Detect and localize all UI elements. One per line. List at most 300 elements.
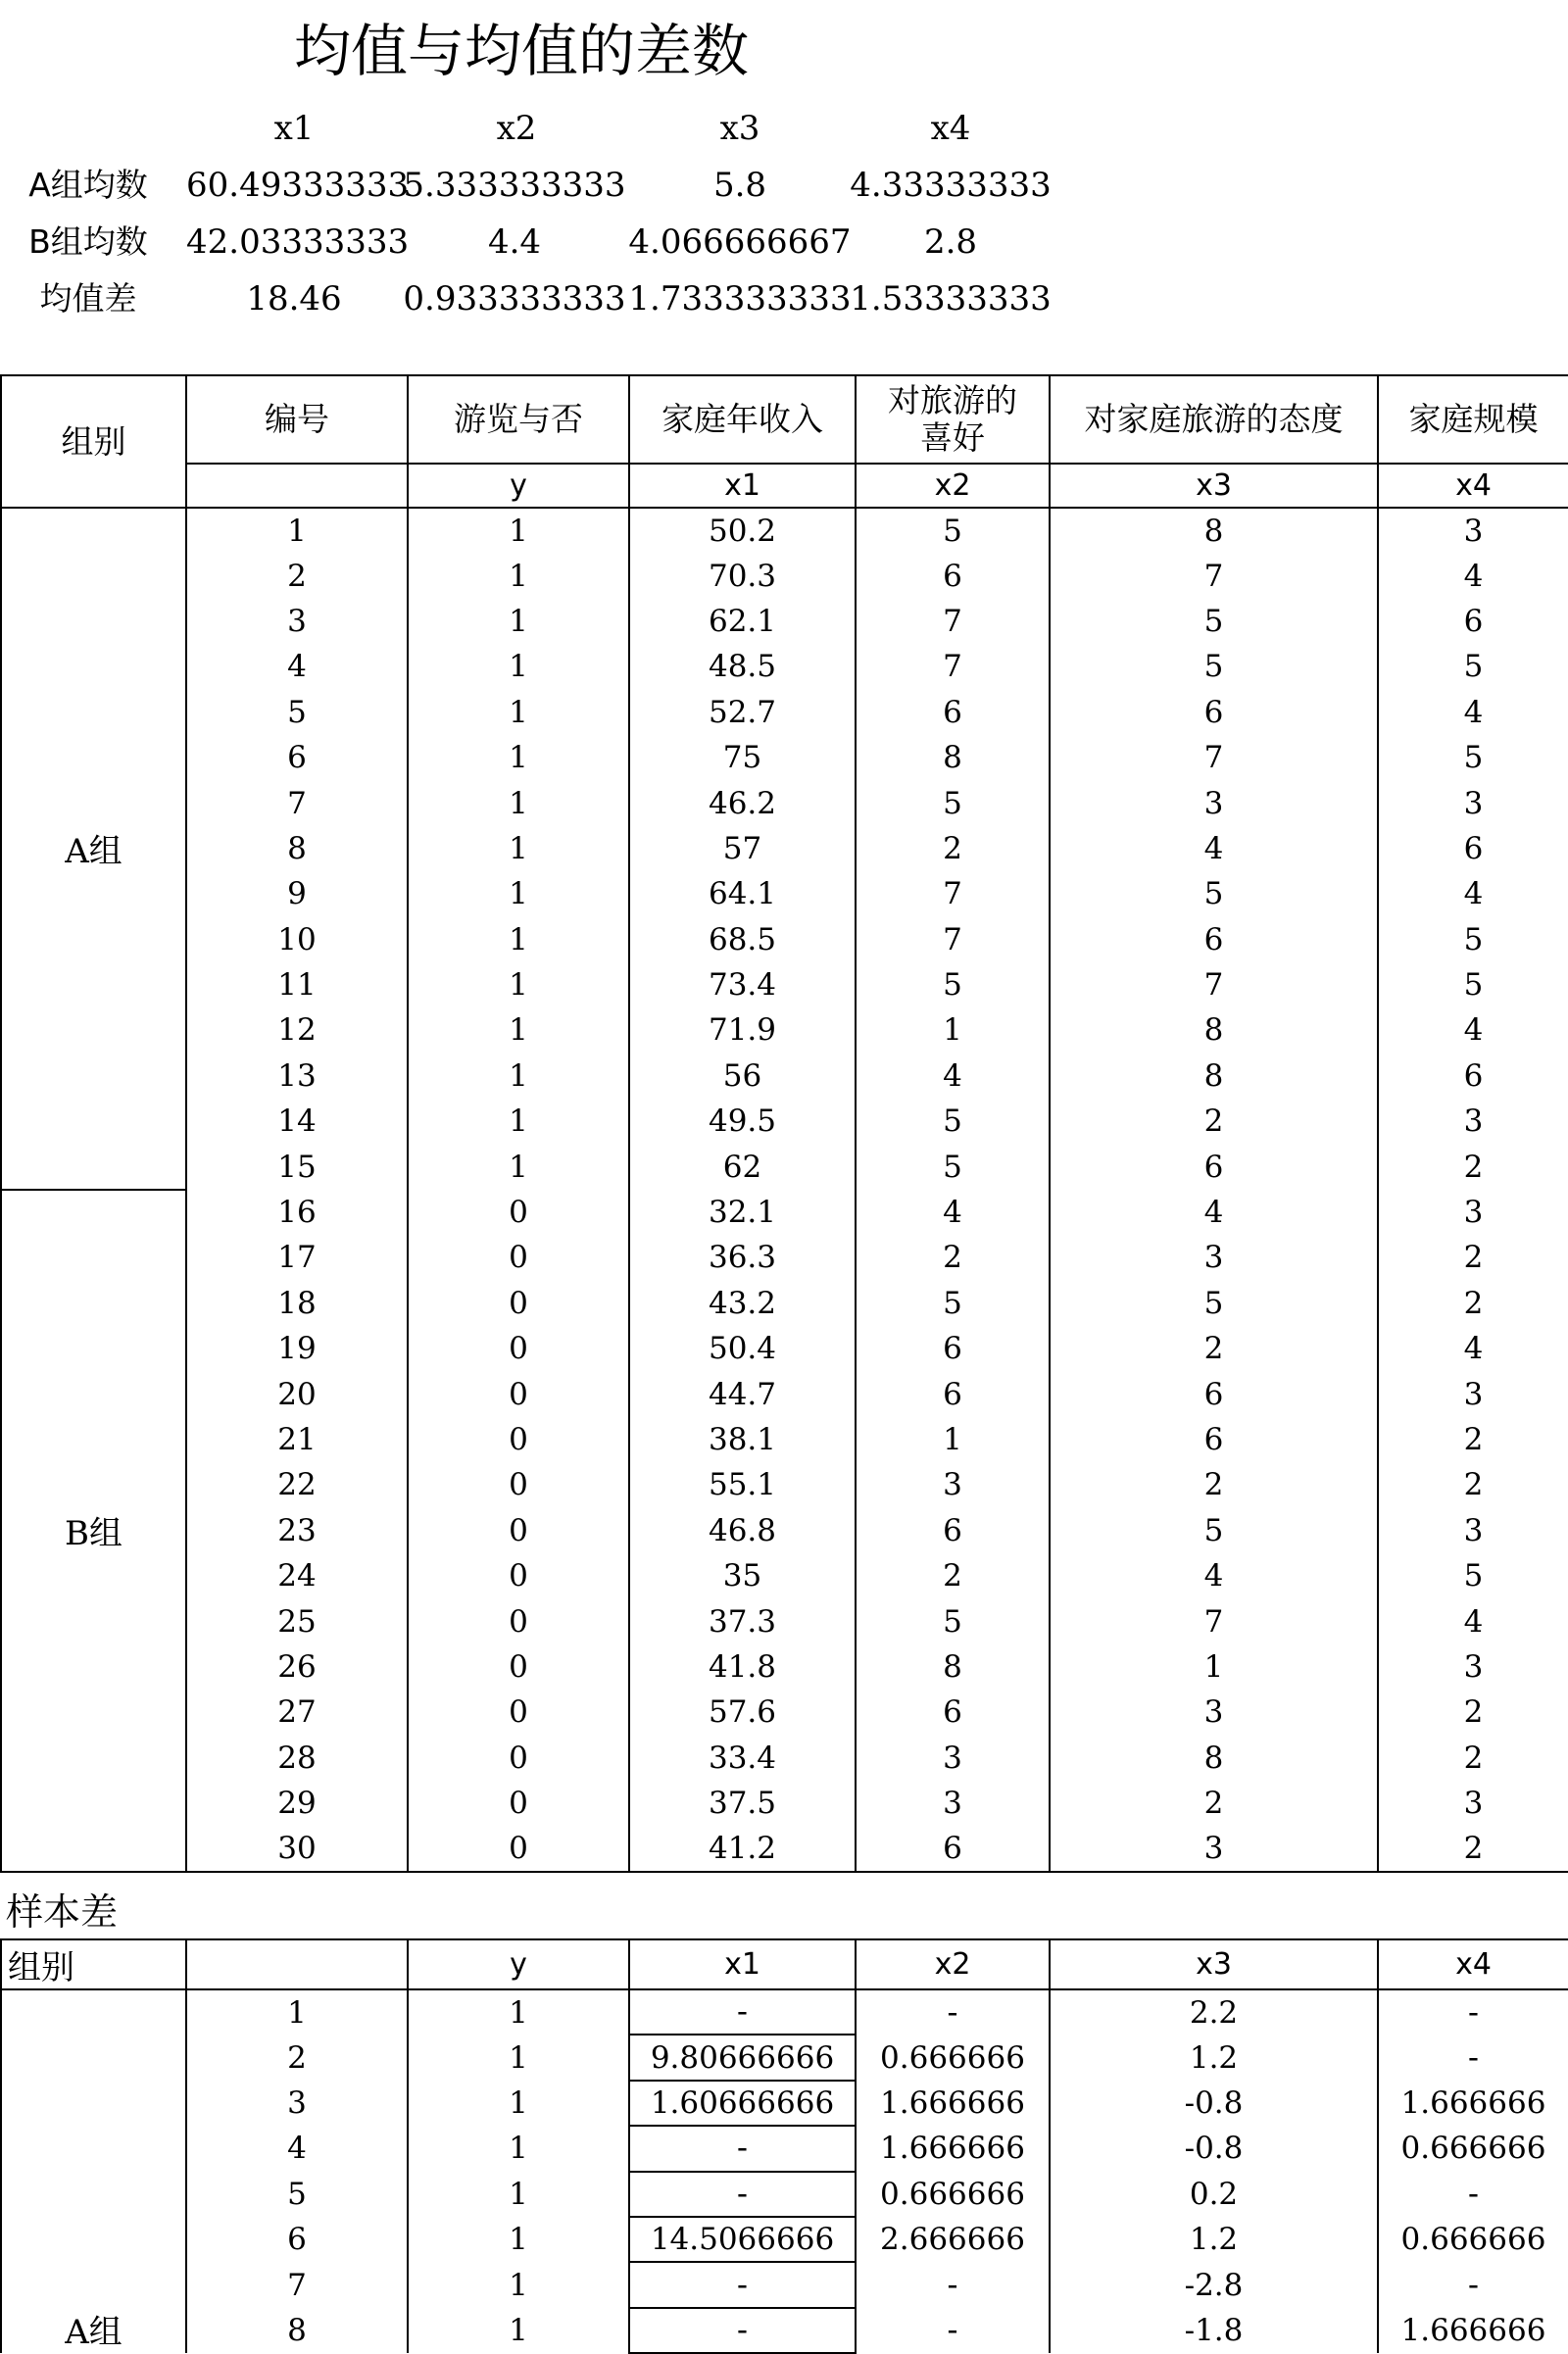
- table-cell: 7: [186, 2262, 408, 2307]
- stats-row-label: B组均数: [28, 222, 148, 261]
- table-cell: 1: [408, 2308, 629, 2353]
- table-cell: 1: [408, 553, 629, 598]
- table-cell: 0: [408, 1781, 629, 1826]
- subheader-y: y: [408, 464, 629, 508]
- table-row: [1, 1417, 1568, 1462]
- table-cell: 0.2: [1050, 2172, 1378, 2217]
- table-cell: 3: [1050, 1826, 1378, 1871]
- table-row: [1, 2035, 1568, 2080]
- table-cell: 6: [1050, 917, 1378, 962]
- table-cell: 5: [856, 1099, 1050, 1144]
- table-cell: 6: [186, 735, 408, 780]
- table-cell: 2: [856, 1553, 1050, 1598]
- table-cell: -: [1378, 2035, 1568, 2080]
- table-cell: 11: [186, 962, 408, 1007]
- subheader: [186, 1939, 408, 1989]
- table-cell: 6: [856, 1690, 1050, 1735]
- table-cell: 62: [629, 1144, 856, 1189]
- table-cell: 0: [408, 1281, 629, 1326]
- table-cell: 49.5: [629, 1099, 856, 1144]
- subheader-x2: x2: [856, 464, 1050, 508]
- table-row: [1, 690, 1568, 735]
- table-cell: 64.1: [629, 871, 856, 916]
- stats-value: 4.33333333: [850, 166, 1052, 205]
- table-cell: 5: [856, 1144, 1050, 1189]
- table-cell: 2: [1378, 1235, 1568, 1280]
- table-cell: 6: [856, 1508, 1050, 1553]
- table-cell: 16: [186, 1190, 408, 1235]
- table-cell: 1: [856, 1007, 1050, 1053]
- table-cell: -: [1378, 2172, 1568, 2217]
- table-cell: 4: [856, 1054, 1050, 1099]
- stats-value: 5.333333333: [403, 166, 626, 205]
- stats-value: 1.53333333: [850, 279, 1052, 319]
- table-cell: 5: [1378, 1553, 1568, 1598]
- stats-col-x4: x4: [930, 109, 971, 148]
- table-cell: 50.2: [629, 508, 856, 553]
- table-cell: 1: [408, 780, 629, 825]
- table-cell: 8: [186, 2308, 408, 2353]
- table-row: [1, 2262, 1568, 2307]
- table-cell: 9.80666666: [629, 2035, 856, 2080]
- stats-value: 18.46: [246, 279, 342, 319]
- table-cell: 6: [1378, 826, 1568, 871]
- table-cell: 1.666666: [1378, 2308, 1568, 2353]
- table-cell: 1.666666: [856, 2126, 1050, 2171]
- table-cell: 0: [408, 1371, 629, 1416]
- table-cell: 37.3: [629, 1598, 856, 1643]
- table-cell: 2: [1378, 1826, 1568, 1871]
- table-cell: 2: [1050, 1326, 1378, 1371]
- table-cell: 57: [629, 826, 856, 871]
- table-cell: 4: [186, 2126, 408, 2171]
- table-cell: 1.2: [1050, 2217, 1378, 2262]
- table-cell: 52.7: [629, 690, 856, 735]
- table-cell: 0: [408, 1690, 629, 1735]
- table-cell: 41.8: [629, 1644, 856, 1690]
- table-cell: 22: [186, 1462, 408, 1507]
- table-row: [1, 826, 1568, 871]
- stats-row-label: A组均数: [28, 166, 148, 204]
- table-row: [1, 1190, 1568, 1235]
- section-label-sample-diff: 样本差: [6, 1890, 119, 1934]
- table-row: [1, 1553, 1568, 1598]
- table-cell: 6: [1050, 1144, 1378, 1189]
- table-cell: 3: [1378, 1781, 1568, 1826]
- table-cell: 20: [186, 1371, 408, 1416]
- table-cell: 1: [408, 644, 629, 689]
- table-cell: 36.3: [629, 1235, 856, 1280]
- table-cell: 2: [856, 826, 1050, 871]
- table-cell: 5: [856, 508, 1050, 553]
- table-cell: 37.5: [629, 1781, 856, 1826]
- table-cell: 8: [856, 1644, 1050, 1690]
- stats-value: 4.066666667: [628, 222, 852, 262]
- table-cell: 3: [1378, 1190, 1568, 1235]
- table-cell: 3: [1378, 780, 1568, 825]
- table-cell: 6: [1378, 599, 1568, 644]
- table-cell: 41.2: [629, 1826, 856, 1871]
- table-cell: 2: [1050, 1462, 1378, 1507]
- table-cell: 1.666666: [856, 2081, 1050, 2126]
- table-cell: 2: [856, 1235, 1050, 1280]
- table-cell: -: [629, 1989, 856, 2035]
- table-row: [1, 1690, 1568, 1735]
- table-cell: -: [856, 1989, 1050, 2035]
- table-cell: 7: [1050, 553, 1378, 598]
- table-cell: 5: [1050, 1281, 1378, 1326]
- stats-value: 4.4: [487, 222, 542, 262]
- group-header: 组别: [1, 375, 186, 508]
- table-row: [1, 599, 1568, 644]
- table-cell: 0: [408, 1235, 629, 1280]
- data-table: [0, 374, 1568, 1873]
- table-cell: 8: [186, 826, 408, 871]
- table-cell: 7: [856, 599, 1050, 644]
- table-cell: 1: [408, 508, 629, 553]
- table-row: [1, 1598, 1568, 1643]
- table-cell: 2: [1050, 1781, 1378, 1826]
- table-cell: 1: [408, 962, 629, 1007]
- table-cell: 6: [1378, 1054, 1568, 1099]
- table-row: [1, 1644, 1568, 1690]
- header-visited: 游览与否: [408, 375, 629, 464]
- table-cell: 55.1: [629, 1462, 856, 1507]
- table-cell: 7: [1050, 1598, 1378, 1643]
- table-cell: 1.2: [1050, 2035, 1378, 2080]
- table-cell: 3: [1378, 1508, 1568, 1553]
- table-cell: 5: [1378, 735, 1568, 780]
- table-cell: -: [629, 2172, 856, 2217]
- table-cell: -2.8: [1050, 2262, 1378, 2307]
- table-row: [1, 1099, 1568, 1144]
- table-cell: 9: [186, 871, 408, 916]
- table-cell: 1: [408, 2035, 629, 2080]
- stats-value: 0.933333333: [403, 279, 626, 319]
- table-cell: 2: [1378, 1736, 1568, 1781]
- subheader-x4: x4: [1378, 464, 1568, 508]
- table-cell: 0: [408, 1462, 629, 1507]
- table-cell: 1: [408, 1989, 629, 2035]
- stats-value: 42.03333333: [186, 222, 410, 262]
- table-cell: -1.8: [1050, 2308, 1378, 2353]
- header-income: 家庭年收入: [629, 375, 856, 464]
- table-cell: 0: [408, 1644, 629, 1690]
- table-cell: 6: [856, 690, 1050, 735]
- stats-col-x3: x3: [719, 109, 760, 148]
- table-cell: 2: [186, 2035, 408, 2080]
- table-cell: 5: [1050, 1508, 1378, 1553]
- table-cell: -: [856, 2308, 1050, 2353]
- table-cell: 1: [408, 1144, 629, 1189]
- table-cell: 7: [1050, 962, 1378, 1007]
- table-row: [1, 1007, 1568, 1053]
- table-row: [1, 1144, 1568, 1189]
- table-cell: 0: [408, 1326, 629, 1371]
- table-cell: 73.4: [629, 962, 856, 1007]
- table-cell: 5: [186, 690, 408, 735]
- stats-value: 60.49333333: [186, 166, 410, 205]
- table-cell: 2: [1378, 1417, 1568, 1462]
- table-cell: 5: [1378, 644, 1568, 689]
- table-cell: 8: [1050, 1007, 1378, 1053]
- table-row: [1, 1826, 1568, 1871]
- table-cell: 6: [1050, 1371, 1378, 1416]
- table-cell: 2: [1378, 1690, 1568, 1735]
- table-cell: 14: [186, 1099, 408, 1144]
- table-row: [1, 1281, 1568, 1326]
- table-cell: 1: [408, 2081, 629, 2126]
- table-cell: 2: [1050, 1099, 1378, 1144]
- table-cell: 3: [856, 1781, 1050, 1826]
- table-cell: 4: [1378, 1326, 1568, 1371]
- table-row: [1, 917, 1568, 962]
- group-label-a: A组: [1, 1989, 186, 2353]
- table-cell: 1: [408, 2172, 629, 2217]
- table-cell: 46.8: [629, 1508, 856, 1553]
- table-cell: 62.1: [629, 599, 856, 644]
- table-cell: 0.666666: [856, 2172, 1050, 2217]
- table-row: [1, 508, 1568, 553]
- table-row: [1, 1736, 1568, 1781]
- subheader: [186, 464, 408, 508]
- table-cell: -: [856, 2262, 1050, 2307]
- table-cell: 5: [1378, 917, 1568, 962]
- table-cell: 6: [856, 1371, 1050, 1416]
- table-row: [1, 1054, 1568, 1099]
- table-cell: 3: [186, 599, 408, 644]
- table-cell: 4: [1050, 1190, 1378, 1235]
- table-cell: 7: [186, 780, 408, 825]
- table-cell: 15: [186, 1144, 408, 1189]
- table-cell: 3: [1378, 1644, 1568, 1690]
- table-row: [1, 1235, 1568, 1280]
- table-cell: 6: [856, 1326, 1050, 1371]
- table-cell: 5: [856, 1598, 1050, 1643]
- table-row: [1, 871, 1568, 916]
- table-cell: 33.4: [629, 1736, 856, 1781]
- table-cell: 1.666666: [1378, 2081, 1568, 2126]
- table-cell: -0.8: [1050, 2081, 1378, 2126]
- table-cell: 5: [856, 780, 1050, 825]
- header-family-travel-attitude: 对家庭旅游的态度: [1050, 375, 1378, 464]
- table-cell: 7: [856, 644, 1050, 689]
- table-row: [1, 1781, 1568, 1826]
- table-cell: 6: [186, 2217, 408, 2262]
- stats-col-x2: x2: [496, 109, 537, 148]
- table-cell: 4: [1378, 553, 1568, 598]
- table-row: [1, 962, 1568, 1007]
- table-cell: 28: [186, 1736, 408, 1781]
- table-cell: 1: [408, 2262, 629, 2307]
- table-cell: 1: [408, 917, 629, 962]
- table-row: [1, 1989, 1568, 2035]
- stats-value: 2.8: [923, 222, 978, 262]
- page-title: 均值与均值的差数: [294, 18, 750, 84]
- table-cell: 4: [1050, 1553, 1378, 1598]
- table-cell: 3: [856, 1736, 1050, 1781]
- table-cell: 2.666666: [856, 2217, 1050, 2262]
- table-cell: 57.6: [629, 1690, 856, 1735]
- table-cell: 19: [186, 1326, 408, 1371]
- table-cell: 3: [856, 1462, 1050, 1507]
- table-cell: 1: [408, 2217, 629, 2262]
- table-cell: 5: [1050, 599, 1378, 644]
- table-row: [1, 1371, 1568, 1416]
- table-cell: -: [629, 2262, 856, 2307]
- table-cell: -0.8: [1050, 2126, 1378, 2171]
- table-row: [1, 2126, 1568, 2171]
- table-row: [1, 780, 1568, 825]
- table-cell: 1: [408, 735, 629, 780]
- table-cell: 8: [1050, 508, 1378, 553]
- table-row: [1, 2172, 1568, 2217]
- table-row: [1, 735, 1568, 780]
- table-cell: 2.2: [1050, 1989, 1378, 2035]
- table-cell: 32.1: [629, 1190, 856, 1235]
- table-cell: 70.3: [629, 553, 856, 598]
- table-cell: 0: [408, 1826, 629, 1871]
- table-cell: 23: [186, 1508, 408, 1553]
- sample-diff-table: [0, 1938, 1568, 2354]
- table-cell: 6: [1050, 1417, 1378, 1462]
- table-cell: 3: [1378, 1371, 1568, 1416]
- table-cell: 43.2: [629, 1281, 856, 1326]
- table-cell: 1: [186, 508, 408, 553]
- table-cell: 7: [856, 917, 1050, 962]
- table-row: [1, 2081, 1568, 2126]
- table-cell: 5: [1050, 644, 1378, 689]
- table-cell: 0: [408, 1736, 629, 1781]
- table-cell: 24: [186, 1553, 408, 1598]
- table-cell: 14.5066666: [629, 2217, 856, 2262]
- means-summary: [0, 100, 1078, 335]
- table-row: [1, 1326, 1568, 1371]
- table-cell: 48.5: [629, 644, 856, 689]
- table-cell: 3: [186, 2081, 408, 2126]
- table-row: [1, 1462, 1568, 1507]
- table-cell: 6: [856, 553, 1050, 598]
- table-cell: 1: [408, 1007, 629, 1053]
- table-cell: 4: [186, 644, 408, 689]
- group-label-b: B组: [1, 1190, 186, 1872]
- header-id: 编号: [186, 375, 408, 464]
- group-label-a: A组: [1, 508, 186, 1190]
- table-cell: 68.5: [629, 917, 856, 962]
- table-cell: 5: [1378, 962, 1568, 1007]
- table-cell: 6: [1050, 690, 1378, 735]
- table-cell: 8: [1050, 1736, 1378, 1781]
- table-cell: 0.666666: [1378, 2126, 1568, 2171]
- table-cell: 6: [856, 1826, 1050, 1871]
- table-cell: 1: [408, 2126, 629, 2171]
- table-cell: 17: [186, 1235, 408, 1280]
- table-cell: 3: [1050, 1235, 1378, 1280]
- table-cell: 5: [186, 2172, 408, 2217]
- table-row: [1, 2217, 1568, 2262]
- stats-row-label: 均值差: [39, 279, 137, 318]
- group-header: 组别: [1, 1939, 186, 1989]
- table-cell: 71.9: [629, 1007, 856, 1053]
- table-cell: 5: [1050, 871, 1378, 916]
- table-cell: 2: [1378, 1462, 1568, 1507]
- table-cell: 1: [408, 826, 629, 871]
- table-cell: 0: [408, 1190, 629, 1235]
- table-cell: 4: [1378, 1007, 1568, 1053]
- table-cell: 25: [186, 1598, 408, 1643]
- subheader-x3: x3: [1050, 1939, 1378, 1989]
- table-cell: 4: [1378, 1598, 1568, 1643]
- table-cell: 21: [186, 1417, 408, 1462]
- table-cell: 0: [408, 1508, 629, 1553]
- stats-value: 1.733333333: [628, 279, 852, 319]
- header-family-size: 家庭规模: [1378, 375, 1568, 464]
- table-cell: 13: [186, 1054, 408, 1099]
- subheader-x1: x1: [629, 1939, 856, 1989]
- table-cell: 0.666666: [856, 2035, 1050, 2080]
- table-cell: 4: [1378, 871, 1568, 916]
- table-cell: 10: [186, 917, 408, 962]
- table-cell: 8: [1050, 1054, 1378, 1099]
- table-cell: 26: [186, 1644, 408, 1690]
- table-cell: 2: [186, 553, 408, 598]
- table-cell: 0: [408, 1417, 629, 1462]
- stats-col-x1: x1: [273, 109, 315, 148]
- table-row: [1, 644, 1568, 689]
- table-cell: 0: [408, 1553, 629, 1598]
- table-cell: -: [629, 2126, 856, 2171]
- table-row: [1, 1508, 1568, 1553]
- table-cell: -: [1378, 1989, 1568, 2035]
- table-cell: 44.7: [629, 1371, 856, 1416]
- table-cell: 4: [1378, 690, 1568, 735]
- table-cell: -: [1378, 2262, 1568, 2307]
- table-cell: 5: [856, 962, 1050, 1007]
- table-cell: 0.666666: [1378, 2217, 1568, 2262]
- subheader-y: y: [408, 1939, 629, 1989]
- table-cell: 1: [408, 1099, 629, 1144]
- table-cell: 1: [186, 1989, 408, 2035]
- table-cell: 2: [1378, 1144, 1568, 1189]
- table-cell: 12: [186, 1007, 408, 1053]
- table-cell: 7: [856, 871, 1050, 916]
- table-cell: 35: [629, 1553, 856, 1598]
- table-row: [1, 2308, 1568, 2353]
- table-cell: 27: [186, 1690, 408, 1735]
- table-row: [1, 553, 1568, 598]
- table-cell: 1: [1050, 1644, 1378, 1690]
- subheader-x2: x2: [856, 1939, 1050, 1989]
- table-cell: -: [629, 2308, 856, 2353]
- header-travel-preference: 对旅游的喜好: [856, 375, 1050, 464]
- table-cell: 46.2: [629, 780, 856, 825]
- table-cell: 7: [1050, 735, 1378, 780]
- table-cell: 30: [186, 1826, 408, 1871]
- stats-value: 5.8: [712, 166, 767, 205]
- table-cell: 4: [856, 1190, 1050, 1235]
- table-cell: 5: [856, 1281, 1050, 1326]
- table-cell: 1: [408, 1054, 629, 1099]
- table-cell: 3: [1050, 780, 1378, 825]
- table-cell: 4: [1050, 826, 1378, 871]
- table-cell: 2: [1378, 1281, 1568, 1326]
- subheader-x1: x1: [629, 464, 856, 508]
- table-cell: 38.1: [629, 1417, 856, 1462]
- subheader-x3: x3: [1050, 464, 1378, 508]
- table-cell: 50.4: [629, 1326, 856, 1371]
- table-cell: 3: [1378, 508, 1568, 553]
- table-cell: 1: [408, 599, 629, 644]
